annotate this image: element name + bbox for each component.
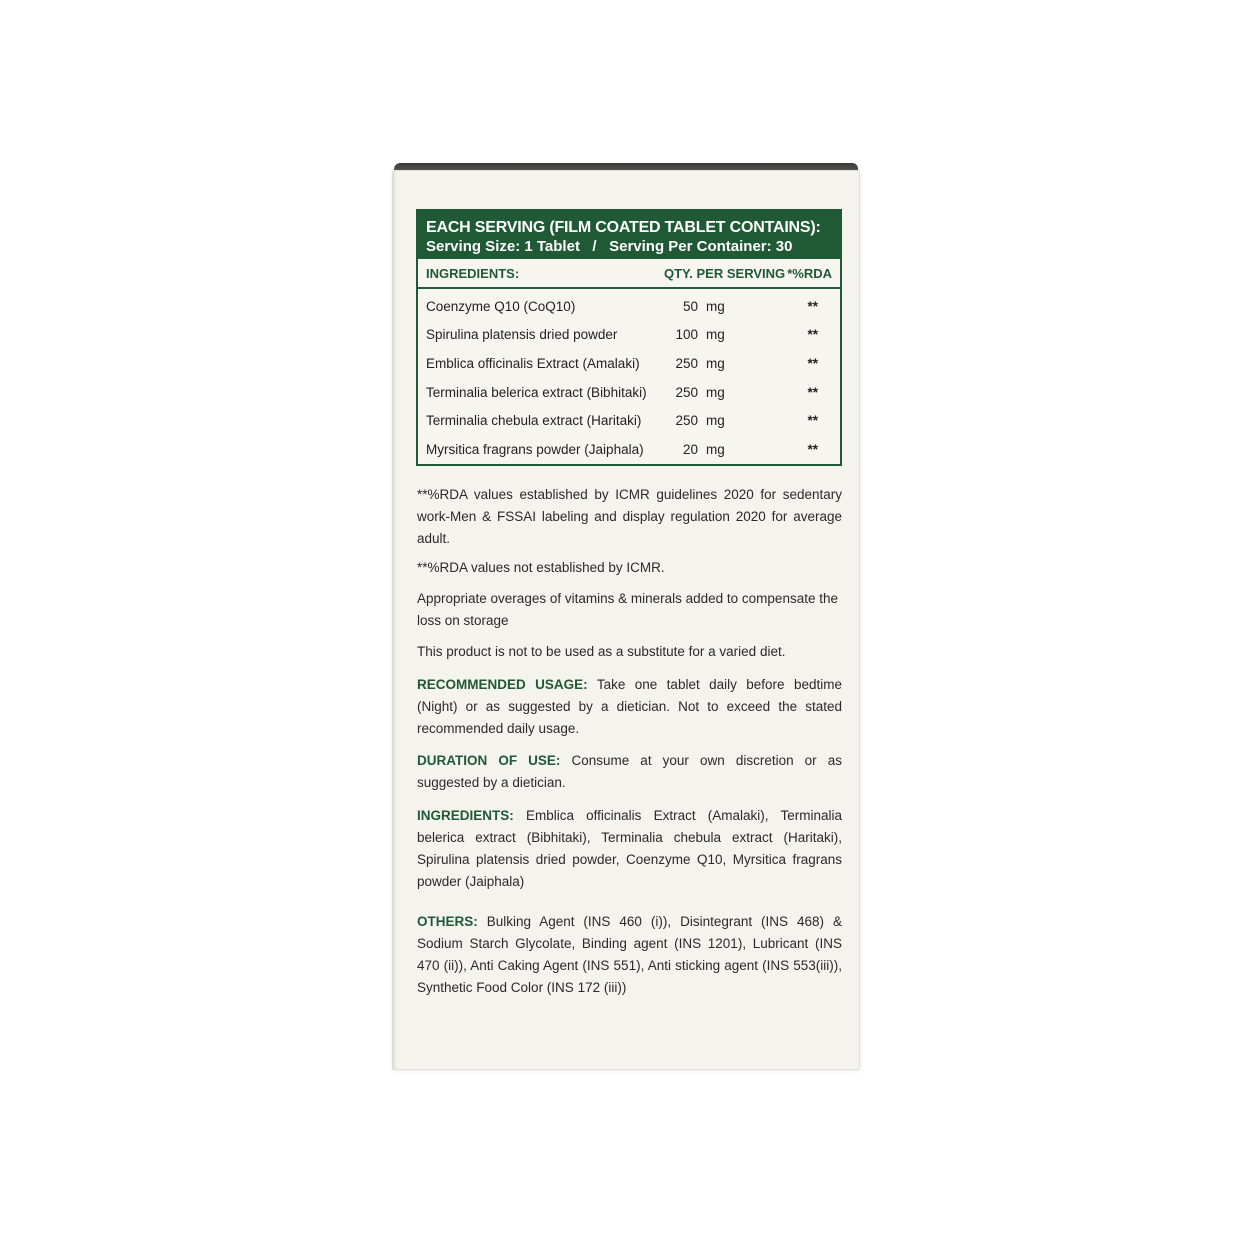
ingredient-name: Myrsitica fragrans powder (Jaiphala) [426, 441, 644, 457]
ingredient-unit: mg [706, 355, 725, 371]
ingredient-name: Terminalia belerica extract (Bibhitaki) [426, 384, 647, 400]
ingredient-unit: mg [706, 298, 725, 314]
recommended-usage-text: Take one tablet daily before bedtime (Night) or as suggested by a dietician. Not to exceed the stated recommended daily usage. [417, 677, 842, 736]
table-row [418, 349, 840, 378]
recommended-usage [417, 674, 842, 740]
duration-of-use [417, 750, 842, 794]
ingredients-label: INGREDIENTS: [417, 808, 514, 823]
ingredient-rda: ** [807, 298, 818, 314]
box-fold-edge [393, 171, 396, 1069]
nutrition-table-header [418, 211, 840, 259]
col-ingredients: INGREDIENTS: [426, 265, 520, 281]
ingredient-qty: 250 [675, 413, 698, 429]
serving-info: Serving Size: 1 Tablet / Serving Per Container: 30 [426, 238, 793, 255]
ingredient-unit: mg [706, 441, 725, 457]
others-list [417, 911, 842, 999]
col-rda: *%RDA [787, 265, 832, 281]
duration-label: DURATION OF USE: [417, 753, 561, 768]
rda-not-established-note: **%RDA values not established by ICMR. [417, 560, 665, 575]
ingredient-qty: 50 [682, 298, 698, 314]
duration-text: Consume at your own discretion or as suggested by a dietician. [417, 753, 842, 790]
recommended-usage-label: RECOMMENDED USAGE: [417, 677, 588, 692]
table-row [418, 378, 840, 407]
serving-heading: EACH SERVING (FILM COATED TABLET CONTAINS): [426, 219, 821, 236]
overages-note: Appropriate overages of vitamins & minerals added to compensate the loss on storage [417, 591, 838, 628]
rda-established-note: **%RDA values established by ICMR guidelines 2020 for sedentary work-Men & FSSAI labeling and display regulation 2020 for average adult. [417, 487, 842, 546]
ingredients-text: Emblica officinalis Extract (Amalaki), Terminalia belerica extract (Bibhitaki), Terminalia chebula extract (Haritaki), Spirulina platensis dried powder, Coenzyme Q10, Myrsitica fragrans powder (Jaiphala) [417, 808, 842, 889]
others-text: Bulking Agent (INS 460 (i)), Disintegrant (INS 468) & Sodium Starch Glycolate, Binding agent (INS 1201), Lubricant (INS 470 (ii)), Anti Caking Agent (INS 551), Anti sticking agent (INS 553(iii)), Synthetic Food Color (INS 172 (iii)) [417, 914, 842, 995]
ingredient-rda: ** [807, 384, 818, 400]
ingredient-name: Emblica officinalis Extract (Amalaki) [426, 355, 640, 371]
ingredient-rda: ** [807, 441, 818, 457]
table-row [418, 321, 840, 350]
ingredient-rda: ** [807, 327, 818, 343]
col-qty: QTY. PER SERVING [664, 265, 786, 281]
table-row [418, 435, 840, 464]
ingredient-qty: 100 [675, 327, 698, 343]
ingredients-list [417, 805, 842, 893]
ingredient-qty: 250 [675, 355, 698, 371]
ingredient-unit: mg [706, 327, 725, 343]
ingredient-unit: mg [706, 413, 725, 429]
column-headers [418, 259, 840, 289]
ingredient-name: Terminalia chebula extract (Haritaki) [426, 413, 642, 429]
ingredient-qty: 20 [682, 441, 698, 457]
table-row [418, 406, 840, 435]
table-rows [418, 289, 840, 464]
others-label: OTHERS: [417, 914, 478, 929]
substitute-note: This product is not to be used as a substitute for a varied diet. [417, 644, 786, 659]
ingredient-name: Coenzyme Q10 (CoQ10) [426, 298, 576, 314]
ingredient-rda: ** [807, 413, 818, 429]
table-row [418, 292, 840, 321]
ingredient-unit: mg [706, 384, 725, 400]
ingredient-qty: 250 [675, 384, 698, 400]
nutrition-table [416, 209, 842, 466]
ingredient-rda: ** [807, 355, 818, 371]
ingredient-name: Spirulina platensis dried powder [426, 327, 618, 343]
